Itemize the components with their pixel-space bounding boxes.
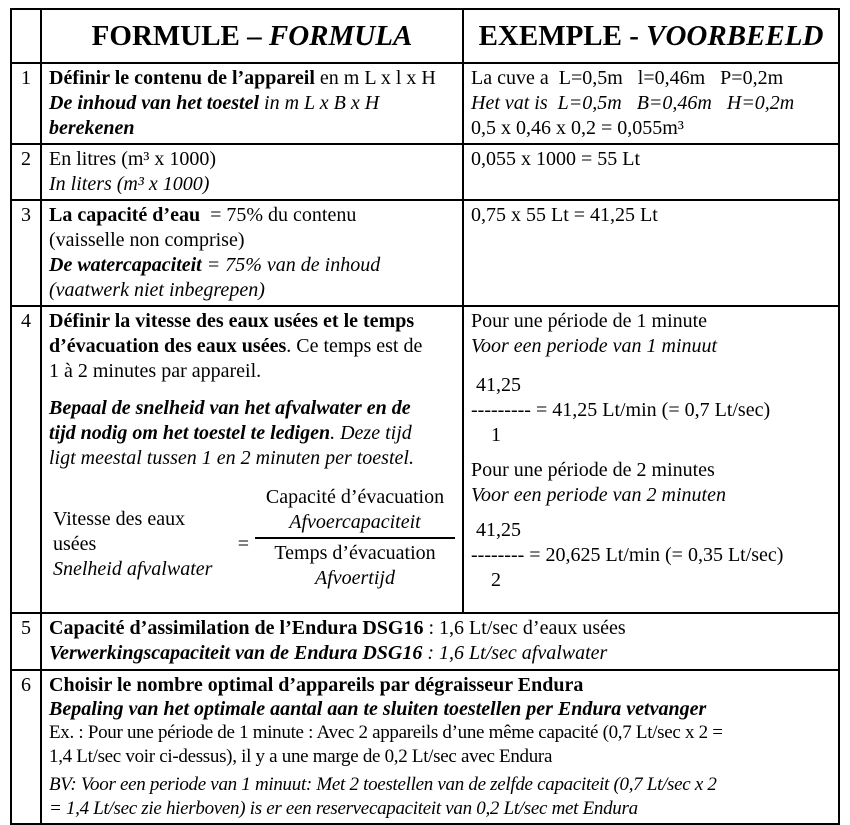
row4-nl-line3-text: ligt meestal tussen 1 en 2 minuten per toestel.: [49, 447, 414, 469]
row1-number: [11, 63, 41, 144]
row3-formule-fr-line1: [49, 203, 455, 228]
row4-number: [11, 306, 41, 613]
calc2-num-text: 41,25: [471, 519, 521, 541]
denominator-nl: [255, 566, 455, 591]
row-number-label: 4: [21, 310, 31, 332]
numerator-nl: [255, 510, 455, 535]
row1-exemple-line1: [471, 66, 831, 91]
row6-number: [11, 670, 41, 824]
period2-fr-text: Pour une période de 2 minutes: [471, 459, 715, 481]
table-row-3: [11, 200, 839, 306]
document-page: [10, 8, 840, 825]
calc2-line: [471, 543, 831, 568]
row4-fr-line3: [49, 359, 455, 384]
row3-formule-cell: [41, 200, 463, 306]
period1-nl: [471, 334, 831, 359]
row3-nl-line2-text: (vaatwerk niet inbegrepen): [49, 279, 265, 301]
row4-nl-line1: [49, 396, 455, 421]
row3-formule-nl-line1: [49, 253, 455, 278]
row4-fr-bold1: Définir la vitesse des eaux usées et le temps: [49, 310, 415, 332]
calc1-den-text: 1: [471, 424, 501, 446]
row2-formule-nl: [49, 172, 455, 197]
formula-label: [53, 507, 226, 582]
row4-nl-bold1: Bepaal de snelheid van het afvalwater en de: [49, 397, 411, 419]
table-row-4: [11, 306, 839, 613]
row6-nl-title: [49, 697, 831, 721]
header-exemple-fr: EXEMPLE -: [478, 20, 647, 52]
header-formule-nl: FORMULA: [268, 20, 413, 52]
table-row-1: [11, 63, 839, 144]
row1-exemple-line3: [471, 116, 831, 141]
row3-exemple-line1: [471, 203, 831, 228]
header-row: [11, 9, 839, 63]
row4-nl-line2: [49, 421, 455, 446]
row6-nl-title-text: Bepaling van het optimale aantal aan te sluiten toestellen per Endura vetvanger: [49, 698, 707, 720]
fraction-numerator: [255, 485, 455, 535]
row4-fr-rest2: . Ce temps est de: [286, 335, 423, 357]
row1-fr-bold-text: Définir le contenu de l’appareil: [49, 67, 315, 89]
calc2-den-text: 2: [471, 569, 501, 591]
row4-nl-rest2: . Deze tijd: [330, 422, 412, 444]
row3-number: [11, 200, 41, 306]
row3-formule-fr-line2: [49, 228, 455, 253]
velocity-formula: [49, 485, 455, 591]
row1-fr-rest-text: en m L x l x H: [314, 67, 436, 89]
row6-example-nl-line2: [49, 797, 831, 821]
calc1-line-text: --------- = 41,25 Lt/min (= 0,7 Lt/sec): [471, 399, 771, 421]
row1-exemple-line2: [471, 91, 831, 116]
row1-formule-line-nl: [49, 91, 455, 116]
row3-fr-rest-text: = 75% du contenu: [200, 204, 357, 226]
header-formule-fr: FORMULE –: [91, 20, 269, 52]
row2-fr-text: En litres (m³ x 1000): [49, 148, 217, 170]
numerator-fr: [255, 485, 455, 510]
period1-fr-text: Pour une période de 1 minute: [471, 310, 708, 332]
row1-exemple-cell: [463, 63, 839, 144]
column-header-formule: [41, 9, 463, 63]
row1-exemple-nl: Het vat is L=0,5m B=0,46m H=0,2m: [471, 92, 795, 114]
denominator-fr-text: Temps d’évacuation: [274, 542, 436, 564]
table-row-6: [11, 670, 839, 824]
row6-ex-l1-text: Ex. : Pour une période de 1 minute : Avec 2 appareils d’une même capacité (0,7 Lt/sec x 2 =: [49, 722, 723, 743]
row1-nl-bold-text: De inhoud van het toestel: [49, 92, 260, 114]
row1-exemple-fr: La cuve a L=0,5m l=0,46m P=0,2m: [471, 67, 784, 89]
row2-formule-cell: [41, 144, 463, 200]
row4-fr-bold2: d’évacuation des eaux usées: [49, 335, 287, 357]
period1-fr: [471, 309, 831, 334]
row6-ex-l2-text: 1,4 Lt/sec voir ci-dessus), il y a une marge de 0,2 Lt/sec avec Endura: [49, 746, 553, 767]
row3-exemple-calc: 0,75 x 55 Lt = 41,25 Lt: [471, 204, 658, 226]
row2-exemple-line1: [471, 147, 831, 172]
period2-nl: [471, 483, 831, 508]
formula-label-nl-text: Snelheid afvalwater: [53, 557, 213, 580]
row4-fr-line3-text: 1 à 2 minutes par appareil.: [49, 360, 262, 382]
column-header-exemple: [463, 9, 839, 63]
header-number-cell: [11, 9, 41, 63]
header-exemple-nl: VOORBEELD: [646, 20, 824, 52]
row5-fr-bold: Capacité d’assimilation de l’Endura DSG16: [49, 617, 424, 639]
row5-number: [11, 613, 41, 670]
row6-fr-title: [49, 673, 831, 697]
table-row-2: [11, 144, 839, 200]
fraction-bar: [255, 537, 455, 539]
row6-bv-l1-text: BV: Voor een periode van 1 minuut: Met 2 toestellen van de zelfde capaciteit (0,7 Lt/sec x 2: [49, 774, 717, 795]
row1-formule-line-nl2: [49, 116, 455, 141]
row6-example-fr-line1: [49, 721, 831, 745]
calc1-denominator: [471, 423, 831, 448]
calc1-line: [471, 398, 831, 423]
row-number-label: 1: [21, 67, 31, 89]
row2-number: [11, 144, 41, 200]
denominator-nl-text: Afvoertijd: [315, 567, 395, 589]
fraction-denominator: [255, 541, 455, 591]
row4-nl-line3: [49, 446, 455, 471]
row5-fr-rest: : 1,6 Lt/sec d’eaux usées: [423, 617, 626, 639]
row6-example-nl-line1: [49, 773, 831, 797]
row1-formule-line-fr: [49, 66, 455, 91]
row6-fr-title-text: Choisir le nombre optimal d’appareils par dégraisseur Endura: [49, 674, 584, 696]
row2-formule-fr: [49, 147, 455, 172]
row6-example-fr-line2: [49, 745, 831, 769]
calc2-denominator: [471, 568, 831, 593]
row4-nl-bold2: tijd nodig om het toestel te ledigen: [49, 422, 331, 444]
row4-fr-line2: [49, 334, 455, 359]
row1-formule-cell: [41, 63, 463, 144]
row-number-label: 2: [21, 148, 31, 170]
row3-fr-bold-text: La capacité d’eau: [49, 204, 201, 226]
row5-content-cell: [41, 613, 839, 670]
row-number-label: 5: [21, 617, 31, 639]
period2-nl-text: Voor een periode van 2 minuten: [471, 484, 726, 506]
formula-label-fr: [53, 507, 226, 557]
row4-fr-line1: [49, 309, 455, 334]
row5-fr-line: [49, 616, 831, 641]
period1-nl-text: Voor een periode van 1 minuut: [471, 335, 718, 357]
row-number-label: 3: [21, 204, 31, 226]
equals-sign: =: [237, 532, 249, 555]
calc1-num-text: 41,25: [471, 374, 521, 396]
row3-exemple-cell: [463, 200, 839, 306]
formula-label-fr-text: Vitesse des eaux usées: [53, 507, 191, 555]
row5-nl-rest: : 1,6 Lt/sec afvalwater: [422, 642, 608, 664]
row4-exemple-cell: [463, 306, 839, 613]
row6-content-cell: [41, 670, 839, 824]
formula-label-nl: [53, 557, 226, 582]
numerator-nl-text: Afvoercapaciteit: [289, 511, 421, 533]
row2-nl-text: In liters (m³ x 1000): [49, 173, 210, 195]
fraction: [255, 485, 455, 591]
row-number-label: 6: [21, 674, 31, 696]
row3-formule-nl-line2: [49, 278, 455, 303]
row3-fr-line2-text: (vaisselle non comprise): [49, 229, 245, 251]
row1-exemple-calc: 0,5 x 0,46 x 0,2 = 0,055m³: [471, 117, 684, 139]
row2-exemple-calc: 0,055 x 1000 = 55 Lt: [471, 148, 641, 170]
row3-nl-bold-text: De watercapaciteit: [49, 254, 202, 276]
row5-nl-bold: Verwerkingscapaciteit van de Endura DSG16: [49, 642, 423, 664]
row3-nl-rest-text: = 75% van de inhoud: [201, 254, 381, 276]
formula-table: [10, 8, 840, 825]
table-row-5: [11, 613, 839, 670]
row1-nl-bold2-text: berekenen: [49, 117, 135, 139]
row2-exemple-cell: [463, 144, 839, 200]
row4-formule-cell: [41, 306, 463, 613]
numerator-fr-text: Capacité d’évacuation: [265, 486, 445, 508]
calc2-line-text: -------- = 20,625 Lt/min (= 0,35 Lt/sec): [471, 544, 784, 566]
row5-nl-line: [49, 641, 831, 666]
calc1-numerator: [471, 373, 831, 398]
calc2-numerator: [471, 518, 831, 543]
row1-nl-rest-text: in m L x B x H: [259, 92, 380, 114]
row6-bv-l2-text: = 1,4 Lt/sec zie hierboven) is er een reservecapaciteit van 0,2 Lt/sec met Endura: [49, 798, 638, 819]
period2-fr: [471, 458, 831, 483]
denominator-fr: [255, 541, 455, 566]
